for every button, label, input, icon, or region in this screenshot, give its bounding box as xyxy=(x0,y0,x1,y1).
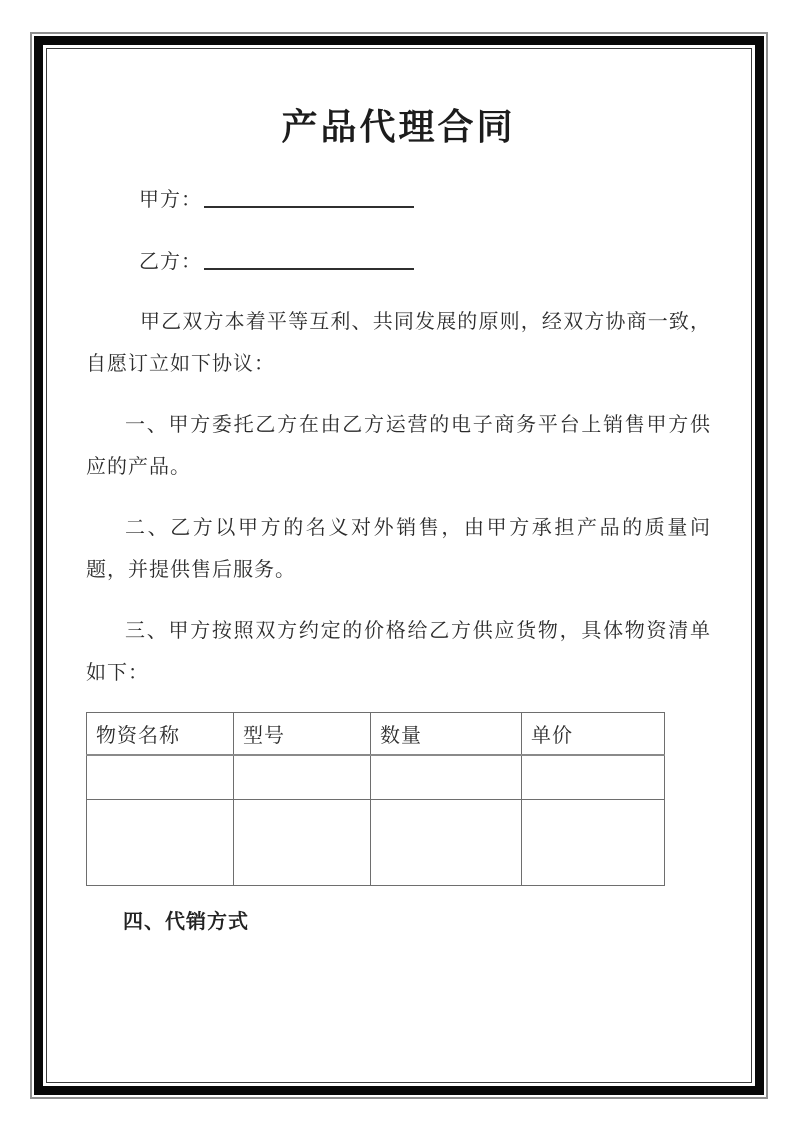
clause-2: 二、乙方以甲方的名义对外销售，由甲方承担产品的质量问题，并提供售后服务。 xyxy=(86,517,711,581)
table-cell[interactable] xyxy=(371,755,522,800)
goods-table-row xyxy=(87,800,665,886)
party-a-label: 甲方： xyxy=(139,189,202,211)
goods-header-unit-price: 单价 xyxy=(522,713,665,756)
section-4-heading: 四、代销方式 xyxy=(123,911,249,933)
goods-header-item-name: 物资名称 xyxy=(87,713,234,756)
intro-paragraph: 甲乙双方本着平等互利、共同发展的原则，经双方协商一致，自愿订立如下协议： xyxy=(86,311,711,375)
clause-1: 一、甲方委托乙方在由乙方运营的电子商务平台上销售甲方供应的产品。 xyxy=(86,414,711,478)
table-cell[interactable] xyxy=(522,755,665,800)
party-b-label: 乙方： xyxy=(139,251,202,273)
contract-body xyxy=(47,49,751,1082)
clause-3: 三、甲方按照双方约定的价格给乙方供应货物，具体物资清单如下： xyxy=(86,620,711,684)
party-a-blank[interactable] xyxy=(204,186,414,208)
table-cell[interactable] xyxy=(87,800,234,886)
table-cell[interactable] xyxy=(522,800,665,886)
party-a-line xyxy=(86,179,711,221)
goods-table-row xyxy=(87,755,665,800)
goods-table-header-row xyxy=(87,713,665,756)
party-b-line xyxy=(86,241,711,283)
table-cell[interactable] xyxy=(234,800,371,886)
decorative-border-band xyxy=(34,36,764,1095)
decorative-border-outer xyxy=(30,32,768,1099)
table-cell[interactable] xyxy=(234,755,371,800)
goods-header-model: 型号 xyxy=(234,713,371,756)
goods-header-quantity: 数量 xyxy=(371,713,522,756)
party-b-blank[interactable] xyxy=(204,248,414,270)
goods-table xyxy=(86,712,665,886)
table-cell[interactable] xyxy=(371,800,522,886)
contract-title: 产品代理合同 xyxy=(281,107,516,147)
decorative-border-inner xyxy=(46,48,752,1083)
table-cell[interactable] xyxy=(87,755,234,800)
